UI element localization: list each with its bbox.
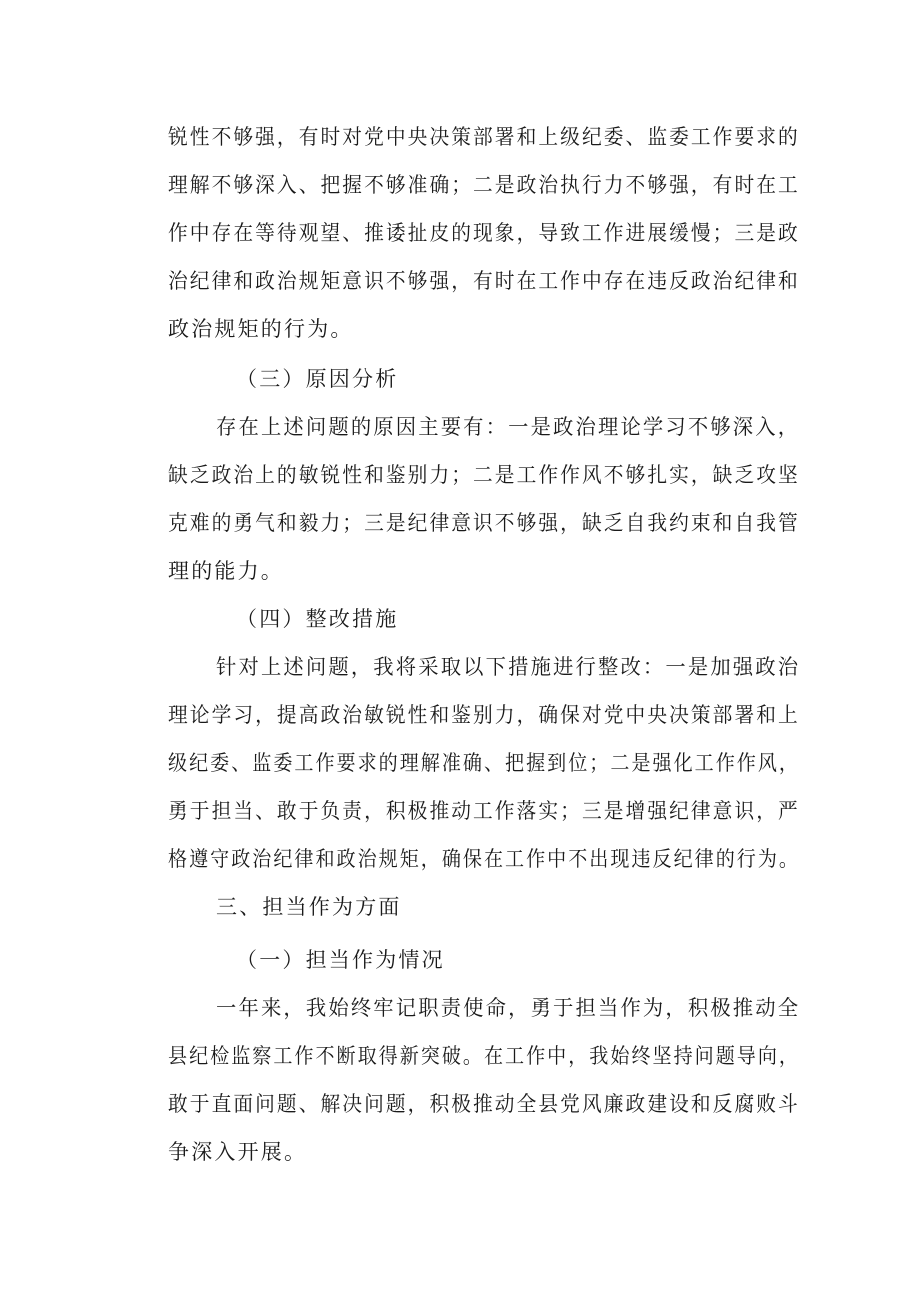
section-heading: （四）整改措施	[236, 607, 399, 631]
paragraph-line: 格遵守政治纪律和政治规矩，确保在工作中不出现违反纪律的行为。	[168, 847, 800, 871]
paragraph-line: 克难的勇气和毅力；三是纪律意识不够强，缺乏自我约束和自我管	[168, 511, 800, 535]
paragraph-line: 政治规矩的行为。	[168, 317, 354, 341]
section-heading: （三）原因分析	[236, 367, 399, 391]
paragraph-line: 勇于担当、敢于负责，积极推动工作落实；三是增强纪律意识，严	[168, 799, 800, 823]
paragraph-line: 敢于直面问题、解决问题，积极推动全县党风廉政建设和反腐败斗	[168, 1092, 800, 1116]
paragraph-line: 理解不够深入、把握不够准确；二是政治执行力不够强，有时在工	[168, 173, 800, 197]
paragraph-line: 存在上述问题的原因主要有：一是政治理论学习不够深入，	[216, 415, 801, 439]
paragraph-line: 县纪检监察工作不断取得新突破。在工作中，我始终坚持问题导向，	[168, 1044, 800, 1068]
section-heading: （一）担当作为情况	[236, 948, 445, 972]
paragraph-line: 作中存在等待观望、推诿扯皮的现象，导致工作进展缓慢；三是政	[168, 221, 800, 245]
paragraph-line: 理的能力。	[168, 559, 284, 583]
paragraph-line: 治纪律和政治规矩意识不够强，有时在工作中存在违反政治纪律和	[168, 269, 800, 293]
paragraph-line: 锐性不够强，有时对党中央决策部署和上级纪委、监委工作要求的	[168, 125, 800, 149]
paragraph-line: 一年来，我始终牢记职责使命，勇于担当作为，积极推动全	[216, 996, 801, 1020]
paragraph-line: 级纪委、监委工作要求的理解准确、把握到位；二是强化工作作风，	[168, 751, 800, 775]
chapter-heading: 三、担当作为方面	[216, 895, 402, 919]
paragraph-line: 针对上述问题，我将采取以下措施进行整改：一是加强政治	[216, 655, 801, 679]
paragraph-line: 缺乏政治上的敏锐性和鉴别力；二是工作作风不够扎实，缺乏攻坚	[168, 463, 800, 487]
paragraph-line: 争深入开展。	[168, 1140, 308, 1164]
paragraph-line: 理论学习，提高政治敏锐性和鉴别力，确保对党中央决策部署和上	[168, 703, 800, 727]
